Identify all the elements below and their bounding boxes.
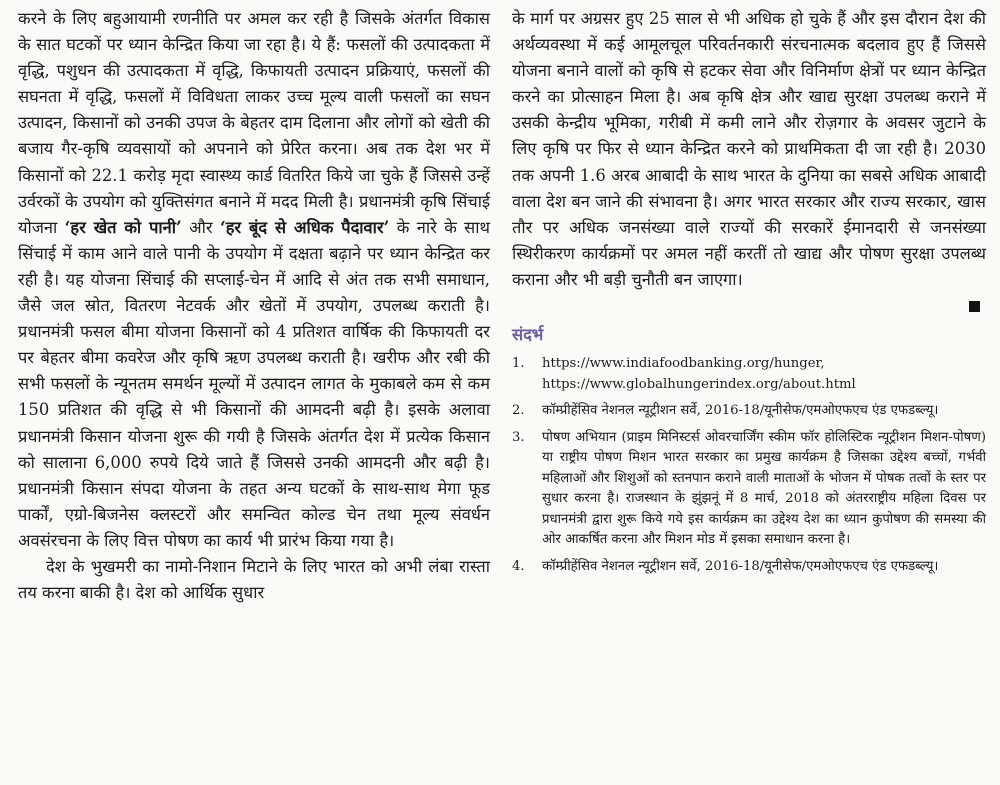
text-run: के मार्ग पर अग्रसर हुए 25 साल से भी अधिक हो चुके हैं और इस दौरान देश की अर्थव्यवस्था में कई आमूलचूल परिवर्तनकारी संरचनात्मक बदलाव हुए हैं जिससे योजना बनाने वालों को कृषि से हटकर सेवा और विनिर्माण क्षेत्रों पर ध्यान केन्द्रित करने का प्रोत्साहन मिला है। अब कृषि क्षेत्र और खाद्य सुरक्षा उपलब्ध कराने में उसकी केन्द्रीय भूमिका, गरीबी में कमी लाने और रोज़गार के अवसर जुटाने के लिए कृषि पर फिर से ध्यान केन्द्रित करने को प्राथमिकता दी जा रही है। 2030 तक अपनी 1.6 अरब आबादी के साथ भारत के दुनिया का सबसे अधिक आबादी वाला देश बन जाने की संभावना है। अगर भारत सरकार और राज्य सरकार, खास तौर पर अधिक जनसंख्या वाले राज्यों की सरकारें ईमानदारी से जनसंख्या स्थिरीकरण कार्यक्रमों पर अमल नहीं करतीं तो खाद्य और पोषण सुरक्षा उपलब्ध कराना और भी बड़ी चुनौती बन जाएगा।: [512, 9, 986, 289]
reference-number: 3.: [512, 429, 525, 445]
text-run: करने के लिए बहुआयामी रणनीति पर अमल कर रही है जिसके अंतर्गत विकास के सात घटकों पर ध्यान केन्द्रित किया जा रहा है। ये हैं: फसलों की उत्पादकता में वृद्धि, पशुधन की उत्पादकता में वृद्धि, किफायती उत्पादन प्रक्रियाएं, फसलों की सघनता में वृद्धि, फसलों में विविधता लाकर उच्च मूल्य वाली फसलों का सघन उत्पादन, किसानों को उनकी उपज के बेहतर दाम दिलाना और लोगों को खेती की बजाय गैर-कृषि व्यवसायों को अपनाने को प्रेरित करना। अब तक देश भर में किसानों को 22.1 करोड़ मृदा स्वास्थ्य कार्ड वितरित किये जा चुके हैं जिससे उन्हें उर्वरकों के उपयोग को युक्तिसंगत बनाने में मदद मिली है। प्रधानमंत्री कृषि सिंचाई योजना: [18, 9, 490, 237]
reference-item: [512, 354, 986, 395]
end-of-article-icon: [969, 301, 980, 312]
body-paragraph-1: [18, 6, 490, 554]
reference-item: [512, 557, 986, 578]
left-column: [18, 6, 490, 606]
body-paragraph-2: [18, 554, 490, 606]
text-run: के नारे के साथ सिंचाई में काम आने वाले पानी के उपयोग में दक्षता बढ़ाने पर ध्यान केन्द्रित कर रही है। यह योजना सिंचाई की सप्लाई-चेन में आदि से अंत तक सभी समाधान, जैसे जल स्रोत, वितरण नेटवर्क और खेतों में उपयोग, उपलब्ध कराती है। प्रधानमंत्री फसल बीमा योजना किसानों को 4 प्रतिशत वार्षिक की किफायती दर पर बेहतर बीमा कवरेज और कृषि ऋण उपलब्ध कराती है। खरीफ और रबी की सभी फसलों के न्यूनतम समर्थन मूल्यों में उत्पादन लागत के मुकाबले कम से कम 150 प्रतिशत की वृद्धि से भी किसानों की आमदनी बढ़ी है। इसके अलावा प्रधानमंत्री किसान योजना शुरू की गयी है जिसके अंतर्गत देश में प्रत्येक किसान को सालाना 6,000 रुपये दिये जाते हैं जिससे उनकी आमदनी और बढ़ी है। प्रधानमंत्री किसान संपदा योजना के तहत अन्य घटकों के साथ-साथ मेगा फूड पार्कों, एग्रो-बिजनेस क्लस्टरों और समन्वित कोल्ड चेन तथा मूल्य संवर्धन अवसंरचना के लिए वित्त पोषण का कार्य भी प्रारंभ किया गया है।: [18, 217, 490, 550]
bold-slogan-har-boond: ‘हर बूंद से अधिक पैदावार’: [219, 217, 390, 237]
references-heading: संदर्भ: [512, 325, 544, 345]
reference-number: 1.: [512, 356, 525, 372]
reference-number: 2.: [512, 403, 525, 419]
reference-item: [512, 401, 986, 422]
right-column: [512, 6, 986, 583]
body-paragraph-3: [512, 6, 986, 293]
text-run: देश के भुखमरी का नामो-निशान मिटाने के लिए भारत को अभी लंबा रास्ता तय करना बाकी है। देश को आर्थिक सुधार: [18, 556, 490, 603]
bold-slogan-har-khet: ‘हर खेत को पानी’: [64, 217, 182, 237]
reference-text: https://www.indiafoodbanking.org/hunger, https://www.globalhungerindex.org/about.html: [542, 356, 856, 392]
reference-number: 4.: [512, 558, 525, 574]
references-list: [512, 354, 986, 577]
reference-item: [512, 428, 986, 551]
reference-text: पोषण अभियान (प्राइम मिनिस्टर्स ओवरचार्जिंग स्कीम फॉर होलिस्टिक न्यूट्रीशन मिशन-पोषण) या राष्ट्रीय पोषण मिशन भारत सरकार का प्रमुख कार्यक्रम है जिसका उद्देश्य बच्चों, गर्भवी महिलाओं और शिशुओं को स्तनपान कराने वाली माताओं के भोजन में पोषक तत्वों के स्तर पर सुधार करना है। राजस्थान के झुंझनूं में 8 मार्च, 2018 को अंतरराष्ट्रीय महिला दिवस पर प्रधानमंत्री द्वारा शुरू किये गये इस कार्यक्रम का उद्देश्य देश का ध्यान कुपोषण की समस्या की ओर आकर्षित करना और मिशन मोड में इसका समाधान करना है।: [542, 429, 986, 548]
reference-text: कॉम्प्रीहेंसिव नेशनल न्यूट्रीशन सर्वे, 2016-18/यूनीसेफ/एमओएफएच एंड एफडब्ल्यू।: [542, 558, 939, 574]
text-run: और: [181, 217, 220, 237]
reference-text: कॉम्प्रीहेंसिव नेशनल न्यूट्रीशन सर्वे, 2016-18/यूनीसेफ/एमओएफएच एंड एफडब्ल्यू।: [542, 403, 939, 419]
